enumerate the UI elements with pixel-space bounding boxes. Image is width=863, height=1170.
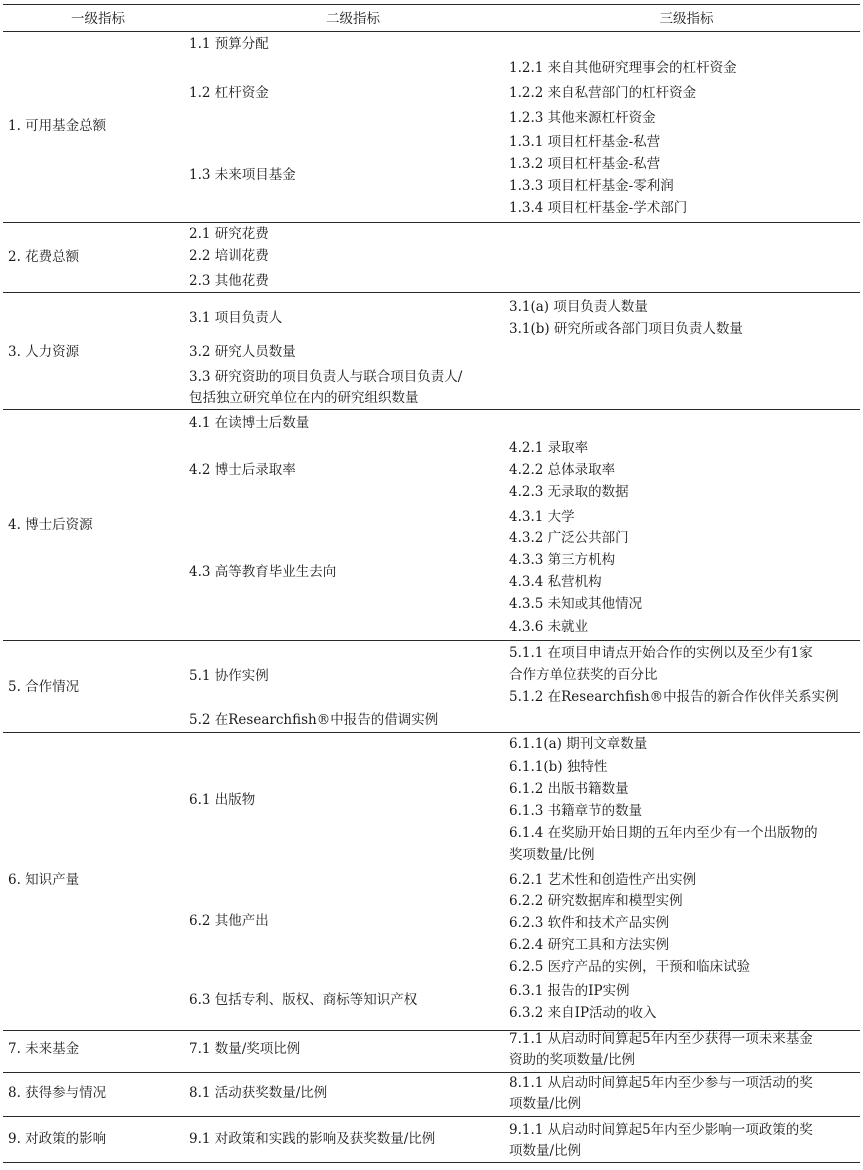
level-2-indicator: 6.2 其他产出 (189, 913, 269, 929)
header-level-2: 二级指标 (326, 11, 380, 27)
row-group-divider (3, 222, 860, 223)
level-3-indicator: 1.3.4 项目杠杆基金-学术部门 (509, 200, 688, 216)
level-3-indicator: 1.3.1 项目杠杆基金-私营 (509, 134, 661, 150)
level-2-indicator: 包括独立研究单位在内的研究组织数量 (189, 390, 419, 406)
level-3-indicator: 6.1.2 出版书籍数量 (509, 781, 629, 797)
level-3-indicator: 6.2.1 艺术性和创造性产出实例 (509, 872, 697, 888)
level-3-indicator: 6.3.1 报告的IP实例 (509, 983, 630, 999)
level-3-indicator: 合作方单位获奖的百分比 (509, 667, 658, 683)
level-1-indicator: 2. 花费总额 (8, 249, 80, 265)
level-3-indicator: 1.2.3 其他来源杠杆资金 (509, 110, 656, 126)
level-3-indicator: 5.1.2 在Researchfish®中报告的新合作伙伴关系实例 (509, 689, 839, 705)
level-2-indicator: 2.3 其他花费 (189, 273, 269, 289)
level-2-indicator: 2.1 研究花费 (189, 226, 269, 242)
level-2-indicator: 3.3 研究资助的项目负责人与联合项目负责人/ (189, 369, 463, 385)
level-3-indicator: 6.2.5 医疗产品的实例，干预和临床试验 (509, 959, 751, 975)
level-1-indicator: 5. 合作情况 (8, 679, 80, 695)
level-1-indicator: 7. 未来基金 (8, 1041, 80, 1057)
level-1-indicator: 3. 人力资源 (8, 344, 80, 360)
level-3-indicator: 4.3.6 未就业 (509, 619, 589, 635)
level-3-indicator: 4.2.1 录取率 (509, 440, 589, 456)
level-3-indicator: 4.2.2 总体录取率 (509, 462, 616, 478)
level-2-indicator: 1.1 预算分配 (189, 36, 269, 52)
level-3-indicator: 4.3.1 大学 (509, 509, 575, 525)
level-2-indicator: 6.3 包括专利、版权、商标等知识产权 (189, 992, 418, 1008)
level-2-indicator: 3.2 研究人员数量 (189, 344, 296, 360)
level-2-indicator: 3.1 项目负责人 (189, 310, 283, 326)
level-3-indicator: 1.2.1 来自其他研究理事会的杠杆资金 (509, 60, 737, 76)
level-2-indicator: 8.1 活动获奖数量/比例 (189, 1085, 328, 1101)
row-group-divider (3, 1116, 860, 1117)
header-bottom-rule (3, 31, 860, 32)
level-3-indicator: 5.1.1 在项目申请点开始合作的实例以及至少有1家 (509, 645, 813, 661)
level-2-indicator: 4.1 在读博士后数量 (189, 415, 310, 431)
level-2-indicator: 6.1 出版物 (189, 792, 256, 808)
level-3-indicator: 6.2.4 研究工具和方法实例 (509, 937, 670, 953)
level-3-indicator: 3.1(a) 项目负责人数量 (509, 299, 648, 315)
level-3-indicator: 6.1.4 在奖励开始日期的五年内至少有一个出版物的 (509, 825, 818, 841)
level-3-indicator: 6.2.2 研究数据库和模型实例 (509, 893, 683, 909)
level-2-indicator: 4.3 高等教育毕业生去向 (189, 564, 337, 580)
level-2-indicator: 5.2 在Researchfish®中报告的借调实例 (189, 712, 439, 728)
table-bottom-rule (3, 1162, 860, 1163)
level-3-indicator: 6.2.3 软件和技术产品实例 (509, 915, 670, 931)
level-2-indicator: 1.3 未来项目基金 (189, 167, 296, 183)
level-3-indicator: 1.2.2 来自私营部门的杠杆资金 (509, 85, 697, 101)
level-2-indicator: 4.2 博士后录取率 (189, 462, 296, 478)
level-3-indicator: 3.1(b) 研究所或各部门项目负责人数量 (509, 321, 743, 337)
level-3-indicator: 8.1.1 从启动时间算起5年内至少参与一项活动的奖 (509, 1075, 813, 1091)
level-1-indicator: 1. 可用基金总额 (8, 118, 107, 134)
level-3-indicator: 4.3.3 第三方机构 (509, 552, 616, 568)
level-3-indicator: 项数量/比例 (509, 1143, 582, 1159)
indicator-table (3, 4, 860, 1166)
level-3-indicator: 4.3.5 未知或其他情况 (509, 596, 643, 612)
level-3-indicator: 1.3.2 项目杠杆基金-私营 (509, 156, 661, 172)
level-3-indicator: 4.3.4 私营机构 (509, 574, 602, 590)
level-2-indicator: 9.1 对政策和实践的影响及获奖数量/比例 (189, 1131, 436, 1147)
level-3-indicator: 6.3.2 来自IP活动的收入 (509, 1005, 657, 1021)
level-1-indicator: 6. 知识产量 (8, 872, 80, 888)
level-3-indicator: 奖项数量/比例 (509, 847, 595, 863)
level-1-indicator: 9. 对政策的影响 (8, 1131, 107, 1147)
level-3-indicator: 6.1.1(b) 独特性 (509, 759, 608, 775)
row-group-divider (3, 292, 860, 293)
level-3-indicator: 6.1.1(a) 期刊文章数量 (509, 736, 648, 752)
level-3-indicator: 项数量/比例 (509, 1096, 582, 1112)
header-level-1: 一级指标 (71, 11, 125, 27)
level-3-indicator: 9.1.1 从启动时间算起5年内至少影响一项政策的奖 (509, 1122, 813, 1138)
level-3-indicator: 4.2.3 无录取的数据 (509, 484, 629, 500)
row-group-divider (3, 409, 860, 410)
header-level-3: 三级指标 (659, 11, 714, 27)
level-3-indicator: 4.3.2 广泛公共部门 (509, 530, 629, 546)
level-2-indicator: 2.2 培训花费 (189, 248, 269, 264)
level-1-indicator: 4. 博士后资源 (8, 517, 93, 533)
level-3-indicator: 1.3.3 项目杠杆基金-零利润 (509, 178, 674, 194)
row-group-divider (3, 640, 860, 641)
level-2-indicator: 7.1 数量/奖项比例 (189, 1041, 301, 1057)
level-3-indicator: 资助的奖项数量/比例 (509, 1052, 636, 1068)
row-group-divider (3, 732, 860, 733)
level-2-indicator: 5.1 协作实例 (189, 668, 269, 684)
level-3-indicator: 7.1.1 从启动时间算起5年内至少获得一项未来基金 (509, 1031, 813, 1047)
level-1-indicator: 8. 获得参与情况 (8, 1085, 107, 1101)
level-2-indicator: 1.2 杠杆资金 (189, 85, 269, 101)
level-3-indicator: 6.1.3 书籍章节的数量 (509, 803, 643, 819)
table-top-rule (3, 4, 860, 5)
